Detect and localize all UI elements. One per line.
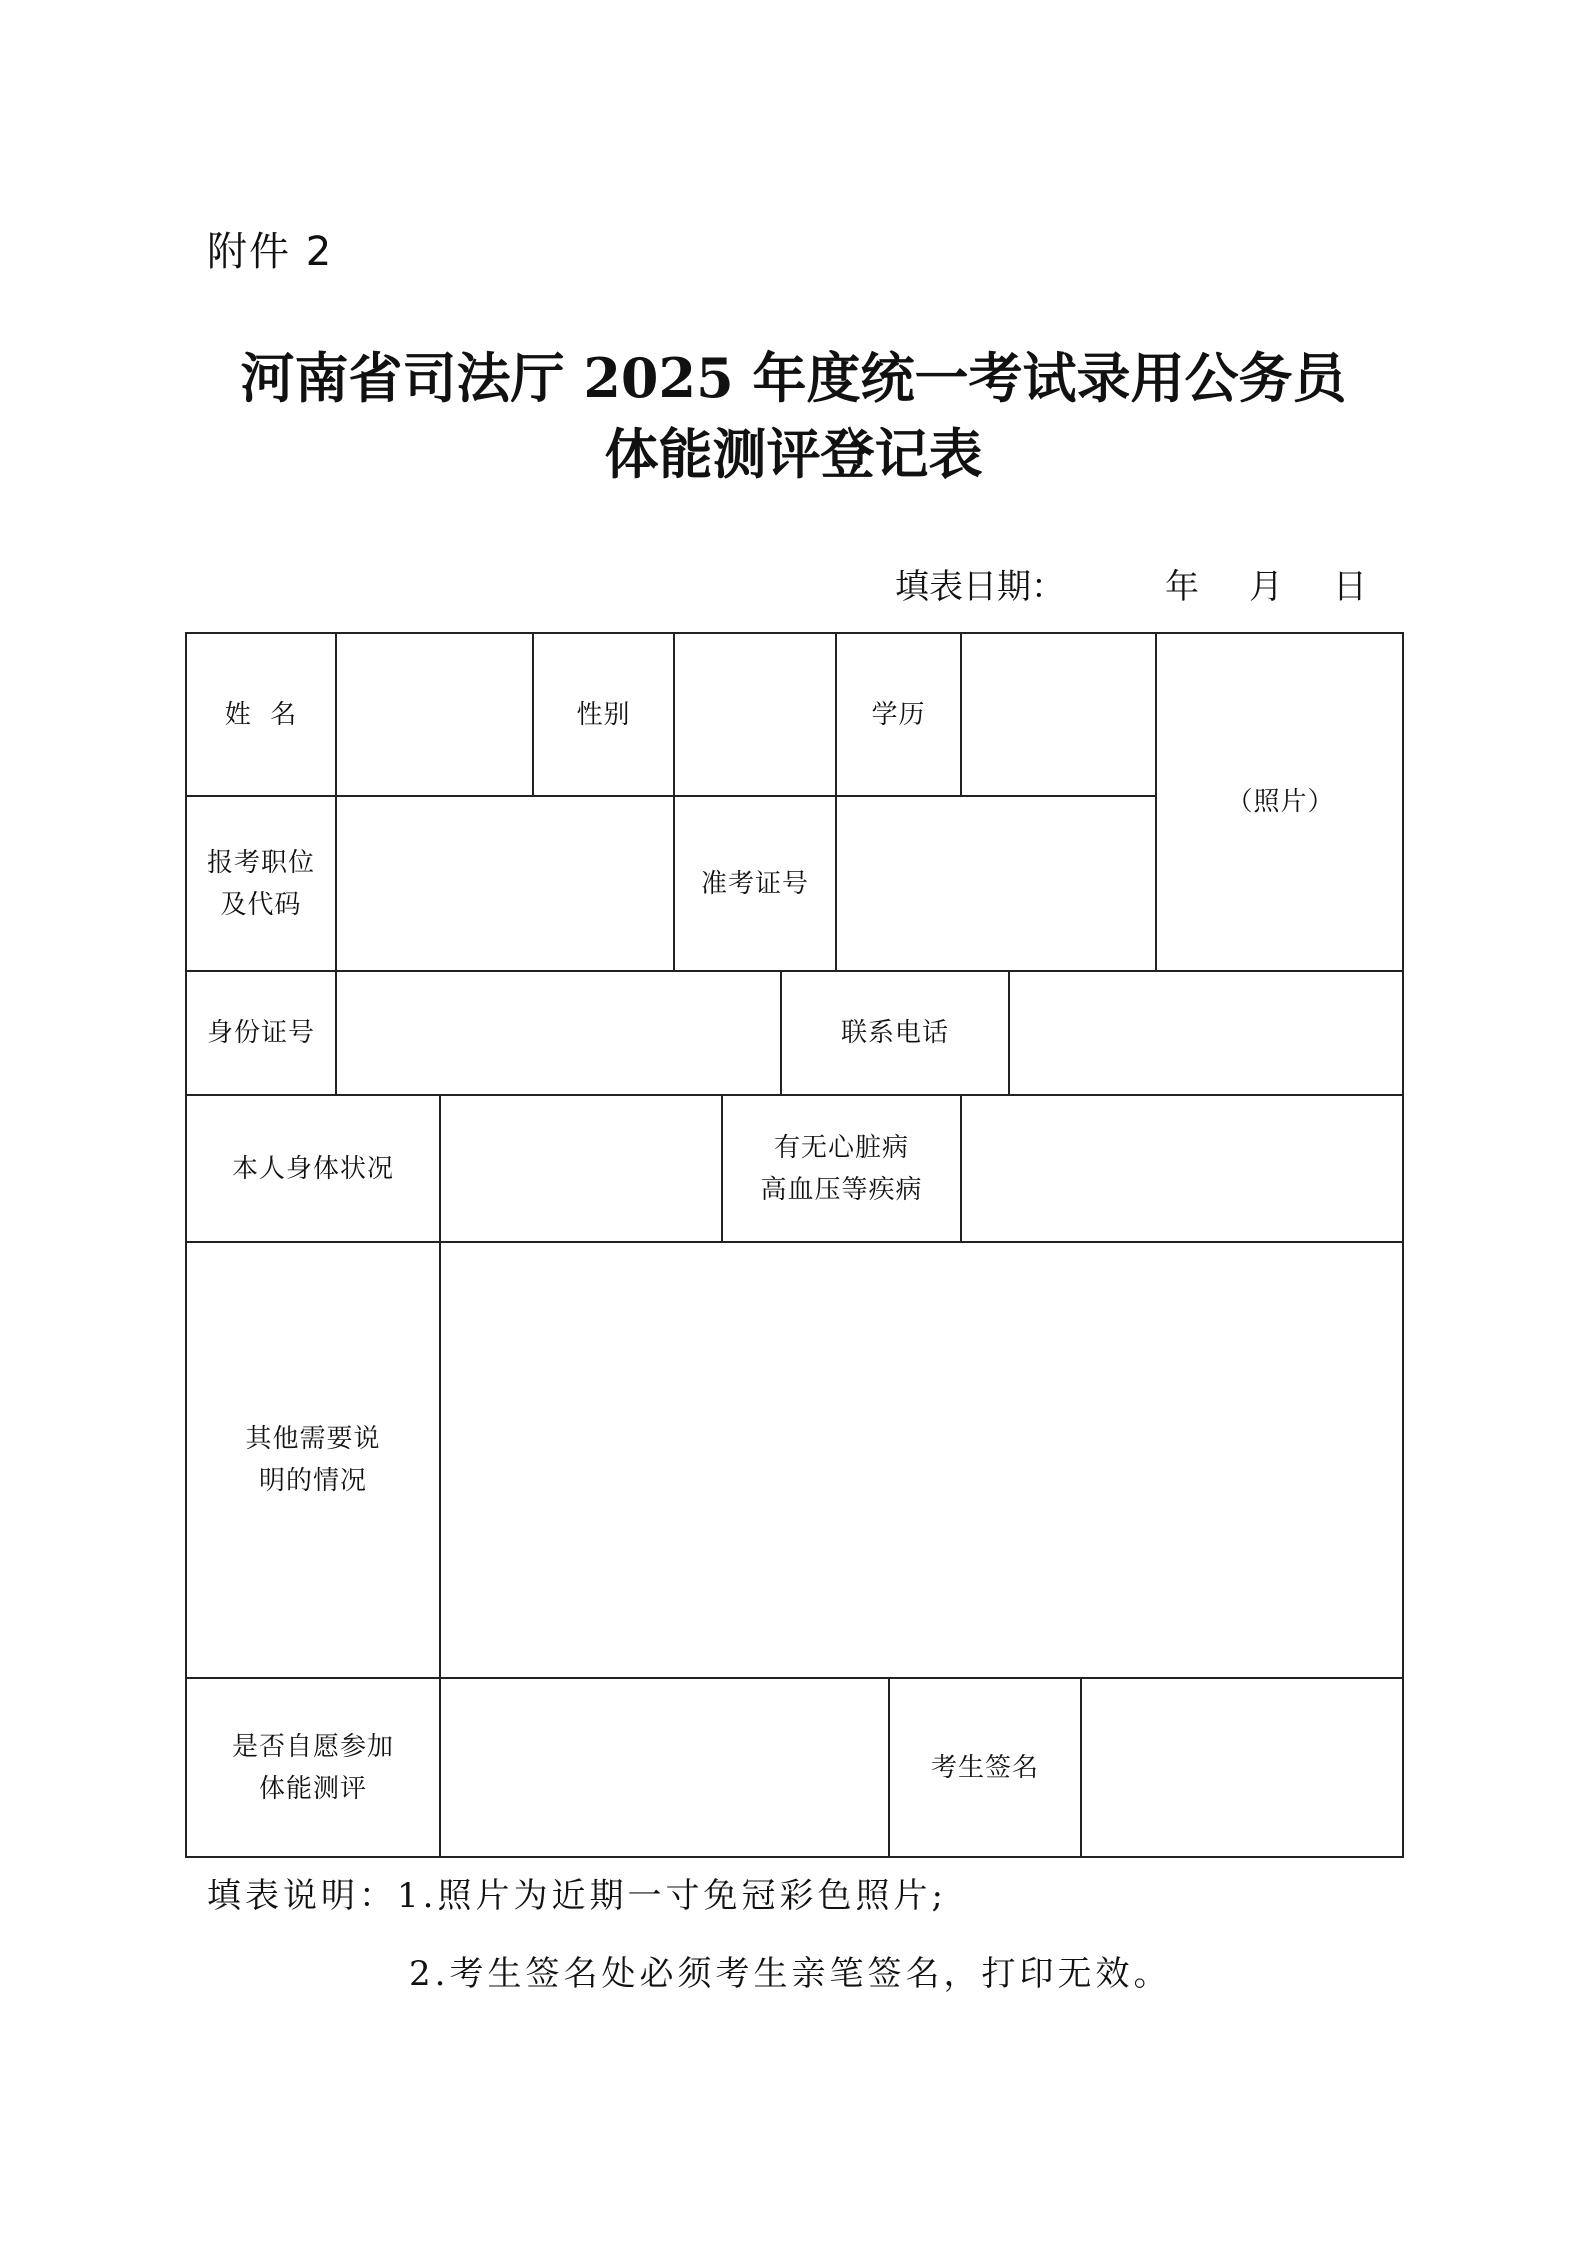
education-label: 学历 (871, 699, 926, 730)
health-status-field[interactable] (441, 1096, 721, 1241)
disease-label-line-1: 有无心脏病 (773, 1132, 909, 1163)
other-info-label-line-2: 明的情况 (258, 1466, 367, 1496)
attachment-number: 附件 2 (207, 229, 334, 275)
fill-date-day: 日 (1333, 567, 1367, 607)
name-field[interactable] (337, 634, 532, 795)
title-line-1: 河南省司法厅 2025 年度统一考试录用公务员 (240, 346, 1347, 410)
disease-field[interactable] (962, 1096, 1404, 1241)
voluntary-label-line-2: 体能测评 (258, 1773, 367, 1804)
instruction-line-2: 2.考生签名处必须考生亲笔签名，打印无效。 (409, 1954, 1172, 1994)
id-number-label: 身份证号 (206, 1018, 315, 1048)
position-label (187, 797, 335, 970)
id-number-field[interactable] (337, 972, 780, 1094)
fill-instructions (207, 1872, 1172, 1994)
position-label-line-1: 报考职位 (206, 847, 315, 878)
fill-date-label: 填表日期： (895, 567, 1065, 607)
education-field[interactable] (962, 634, 1155, 795)
admission-number-field[interactable] (837, 797, 1155, 970)
health-status-label: 本人身体状况 (231, 1153, 394, 1184)
other-info-label (187, 1243, 439, 1677)
fill-date-month: 月 (1249, 567, 1283, 607)
position-label-line-2: 及代码 (220, 889, 302, 920)
gender-field[interactable] (675, 634, 835, 795)
admission-number-label: 准考证号 (700, 868, 809, 899)
phone-label: 联系电话 (840, 1018, 949, 1048)
disease-label (723, 1096, 960, 1241)
name-label: 姓 名 (224, 699, 298, 730)
document-title (0, 340, 1587, 492)
voluntary-label (187, 1679, 439, 1856)
photo-box[interactable]: （照片） (1226, 787, 1335, 817)
signature-field[interactable] (1082, 1679, 1404, 1856)
voluntary-field[interactable] (441, 1679, 888, 1856)
phone-field[interactable] (1010, 972, 1404, 1094)
other-info-field[interactable] (441, 1243, 1404, 1677)
voluntary-label-line-1: 是否自愿参加 (231, 1731, 394, 1762)
instruction-line-1: 填表说明：1.照片为近期一寸免冠彩色照片; (207, 1876, 947, 1916)
disease-label-line-2: 高血压等疾病 (760, 1174, 923, 1205)
registration-form-table (185, 632, 1404, 1858)
position-field[interactable] (337, 797, 673, 970)
fill-date (895, 565, 1367, 609)
signature-label: 考生签名 (930, 1752, 1039, 1783)
title-line-2: 体能测评登记表 (604, 422, 983, 486)
gender-label: 性别 (576, 699, 631, 730)
fill-date-year: 年 (1165, 567, 1199, 607)
other-info-label-line-1: 其他需要说 (245, 1424, 381, 1454)
